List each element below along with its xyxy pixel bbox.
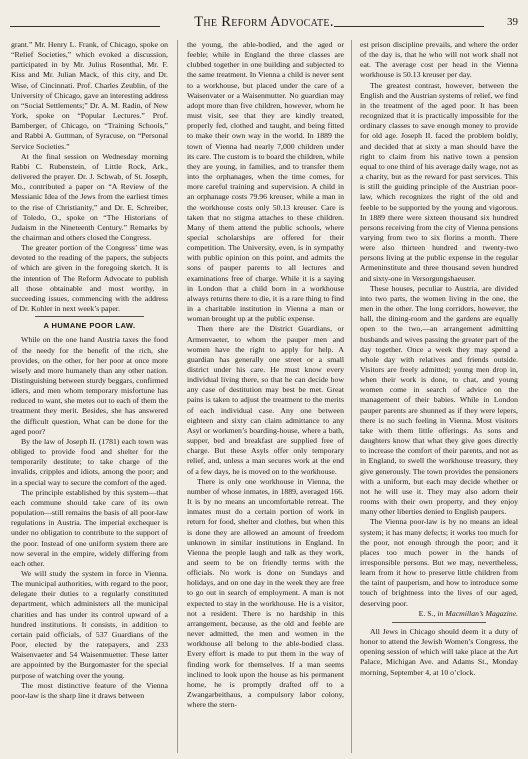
article-signature — [360, 609, 518, 619]
column-divider — [351, 40, 352, 753]
signature-source: in Macmillan’s Magazine. — [437, 608, 518, 618]
paragraph: The most distinctive feature of the Vienna poor-law is the sharp line it draws between — [11, 680, 168, 700]
paragraph: The greater portion of the Congress’ time was devoted to the reading of the papers, the subjects of which are given in the foregoing sketch. It is the intention of The Reform Advocate to publish all those obtainable and most worthy, in succeeding issues, commencing with the address of Dr. Kohler in next week’s paper. — [11, 243, 168, 314]
paragraph: The principle established by this system—that each commune should take care of its own population—still remains the basis of all poor-law regulations in Austria. The imperial exchequer is under no obligation to contribute to the support of the poor. Instead of one uniform system there are now several in the empire, widely differing from each other. — [11, 487, 168, 568]
page-header — [10, 12, 518, 34]
column-3 — [360, 40, 518, 678]
paragraph: the young, the able-bodied, and the aged or feeble; while in England the three classes are clubbed together in one building and subjected to the same treatment. In Vienna a child is never sent to a workhouse, but placed under the care of a Waisenvater or a Waisenmutter. No guardian may adopt more than five children, however, whom he must visit, see that they are kindly treated, properly fed, clothed and taught, and being fitted to make their own way in the world. In 1889 the town of Vienna had nearly 7,000 children under its care. The custom is to board the children, while they are young, in families, and to transfer them into the orphanages, when the time comes, for more careful training and supervision. A child in an orphanage costs 79.96 kreuser, while a man in the workhouse costs only 50.13 kreuser. Care is taken that no stigma attaches to these children. Many of them attend the public schools, where special scholarships are offered for their competition. The University, even, is in sympathy with public opinion on this point, and admits the sons of pauper parents to all lectures and examinations free of charge. While it is a saying in London that a child born in a workhouse always returns there to die, it is a rare thing to find in a charitable institution in Vienna a man or woman brought up at the public expense. — [187, 40, 344, 324]
paragraph: grant.” Mr. Henry L. Frank, of Chicago, spoke on “Relief Societies,” which evoked a discussion, participated in by Mr. Julius Rosenthal, Mr. F. Kiss and Mr. Julian Mack, of this city, and Dr. Wise, of Cincinnati. Prof. Charles Zeublin, of the University of Chicago, gave an interesting address on “Social Settlements;” Dr. A. M. Radin, of New York, spoke on “Popular Lectures.” Prof. Bamberger, of Chicago, on “Training Schools,” and Rabbi A. Guttman, of Syracuse, on “Personal Service Societies.” — [11, 40, 168, 151]
paragraph: These houses, peculiar to Austria, are divided into two parts, the women living in the one, the men in the other. The long corridors, however, the hall, the dining-room and the gardens are equally open to the two,—an arrangement admitting husbands and wives passing the greater part of the day together. Once a week they may spend a whole day with relatives and friends outside. Visitors are freely admitted; young men drop in, when their work is done, to chat, and young women come in search of advice on the management of their babies. While in London pauper parents are shunned as if they were lepers, there is no such feeling in Vienna. Most visitors take with them little offerings. As sons and daughters know that what they give goes directly to increase the comfort of their parents, and not as in England, to swell the workhouse treasury, they give generously. The town provides the pensioners with a uniform, but each may decide whether or not he will use it. They may also adorn their rooms with their own property, and they enjoy many other liberties denied to English paupers. — [360, 283, 518, 517]
paragraph: The Vienna poor-law is by no means an ideal system; it has many defects; it works too much for the poor, not enough through the poor; and it places too much power in the hands of irresponsible persons. But we may, nevertheless, learn from it how to preserve little children from the taint of pauperism, and how to introduce some touch of brightness into the lives of our aged, deserving poor. — [360, 517, 518, 608]
section-heading: A HUMANE POOR LAW. — [35, 316, 145, 331]
column-divider — [177, 40, 178, 753]
header-rule-right — [334, 26, 484, 27]
paragraph: By the law of Joseph II. (1781) each town was obliged to provide food and shelter for the temporarily destitute; to take charge of the invalids, cripples and idiots, among the poor; and in a special way to secure the comfort of the aged. — [11, 436, 168, 487]
page-number: 39 — [507, 16, 518, 28]
publication-title: The Reform Advocate. — [194, 14, 334, 30]
column-1 — [11, 40, 168, 701]
divider — [392, 622, 487, 623]
paragraph: The greatest contrast, however, between the English and the Austrian systems of relief, we find in the treatment of the aged poor. It has been recognized that it is practically impossible for the ordinary classes to save enough money to provide for old age. Joseph II. faced the problem boldly, and decided that at sixty a man should have the right to claim from his native town a pension equal to one third of his average daily wage, not as a charity, but as the reward for past services. This is still the guiding principle of the Austrian poor-law, which recognizes the right of the old and feeble to be supported by the young and vigorous. In 1889 there were sixteen thousand six hundred persons receiving from the city of Vienna pensions varying from two to six florins a month. There were also thirteen hundred and twenty-two persons living at the public expense in the regular Armeninstitute and three thousand seven hundred and sixty-one in Versorgungshaeuser. — [360, 80, 518, 283]
paragraph: Then there are the District Guardians, or Armenvaeter, to whom the pauper men and women have the right to apply for help. A guardian has generally one street or a small district under his care. He must know every individual living there, so that he can decide how any case of destitution may best be met. Great pains is taken to adjust the treatment to the merits of each individual case. Any one between eighteen and sixty can claim admittance to any Asyl or workmen’s boarding-house, where a bath, supper, bed and breakfast are supplied free of charge. But these Asyls offer only temporary relief, and, unless a man secures work at the end of a few days, he is moved on to the workhouse. — [187, 324, 344, 476]
paragraph: While on the one hand Austria taxes the food of the needy for the benefit of the rich, she provides, on the other, for her poor at once more wisely and more humanely than any other nation. Distinguishing between sturdy beggars, confirmed idlers, and men whom temporary misfortune has reduced to want, she metes out to each of them the treatment they merit. Besides, she has answered the difficult question, What can be done for the aged poor? — [11, 335, 168, 436]
signature-name: E. S., — [418, 608, 436, 618]
paragraph: We will study the system in force in Vienna. The municipal authorities, with regard to the poor, delegate their duties to a regularly constituted department, which administers all the municipal charities and has under its control upward of a hundred institutions. It consists, in addition to certain paid officials, of 537 Guardians of the Poor, elected by the ratepayers, and 233 Waisenvaeter and 54 Waisenmuetter. These latter are appointed by the Burgomaster for the special purpose of watching over the young. — [11, 568, 168, 680]
paragraph: All Jews in Chicago should deem it a duty of honor to attend the Jewish Women’s Congress, the opening session of which will take place at the Art Palace, Michigan Ave. and Adams St., Monday morning, September 4, at 10 o’clock. — [360, 626, 518, 677]
column-2 — [187, 40, 344, 710]
paragraph: est prison discipline prevails, and where the order of the day is, that he who will not work shall not eat. The average cost per head in the Vienna workhouse is 50.13 kreuser per day. — [360, 40, 518, 80]
paragraph: There is only one workhouse in Vienna, the number of whose inmates, in 1889, averaged 166. It is by no means an uncomfortable retreat. The inmates must do a certain portion of work in return for food, shelter and clothes, but when this is done they are allowed an amount of freedom unknown in similar institutions in England. In Vienna the people laugh and talk as they work, and seem to be on friendly terms with the officials. No work is done on Sundays and holidays, and on one day in the week they are free to go out in search of employment. A man is not expected to stay in the workhouse. He is a visitor, not a resident. There is no hardship in this arrangement, because, as the old and feeble are never admitted, the men and women in the workhouse all belong to the able-bodied class. Every effort is made to put them in the way of finding work for themselves. If a man seems inclined to look upon the house as his permanent home, he is promptly drafted off to a Zwangarbeithaus, a compulsory labor colony, where the stern- — [187, 476, 344, 710]
paragraph: At the final session on Wednesday morning Rabbi C. Rubenstein, of Little Rock, Ark., delivered the prayer. Dr. J. Schwab, of St. Joseph, Mo., contributed a paper on “A Review of the Messianic Idea of the Jews from the earliest times to the rise of Christianity,” and Dr. E. Schreiber, of Toledo, O., spoke on “The Historians of Judaism in the Nineteenth Century.” Remarks by the chairman and others closed the Congress. — [11, 151, 168, 242]
